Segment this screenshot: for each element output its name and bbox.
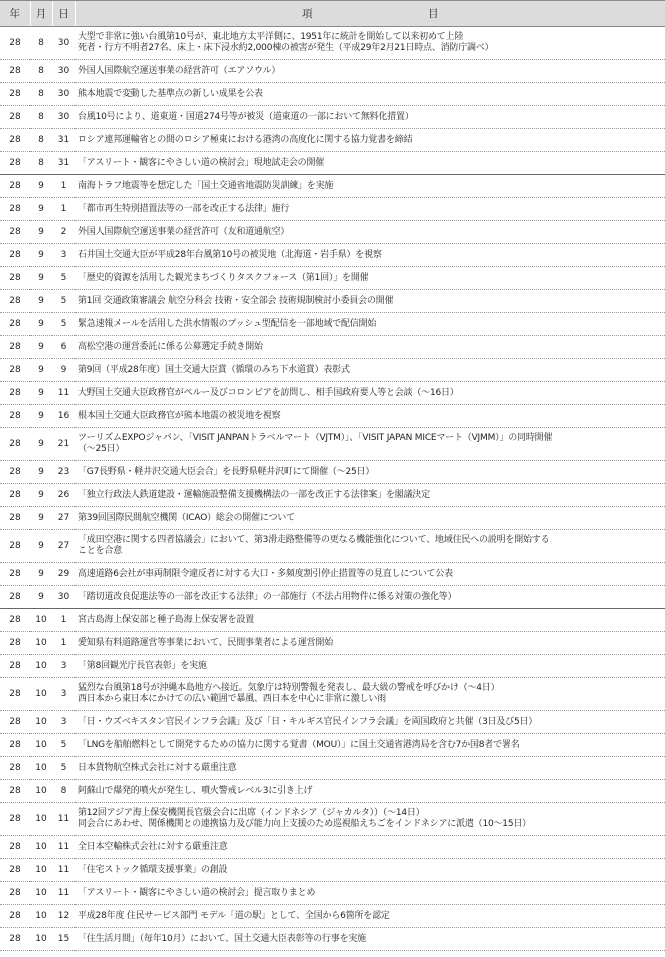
year-cell: 28 [0, 359, 30, 382]
day-cell: 3 [52, 711, 75, 734]
table-row [0, 507, 665, 530]
table-row [0, 678, 665, 711]
year-cell: 28 [0, 530, 30, 563]
day-cell: 31 [52, 129, 75, 152]
year-cell: 28 [0, 609, 30, 632]
year-cell: 28 [0, 563, 30, 586]
month-cell: 9 [30, 221, 52, 244]
table-row [0, 563, 665, 586]
table-row [0, 586, 665, 609]
event-cell [75, 734, 665, 757]
table-row [0, 655, 665, 678]
day-cell: 5 [52, 313, 75, 336]
event-text: 「歴史的資源を活用した観光まちづくりタスクフォース（第1回）」を開催 [78, 272, 369, 283]
table-row [0, 60, 665, 83]
year-cell: 28 [0, 586, 30, 609]
year-cell: 28 [0, 678, 30, 711]
year-cell: 28 [0, 313, 30, 336]
day-cell: 1 [52, 198, 75, 221]
day-cell: 5 [52, 757, 75, 780]
month-cell: 9 [30, 530, 52, 563]
event-cell [75, 83, 665, 106]
event-cell [75, 882, 665, 905]
month-cell: 10 [30, 757, 52, 780]
table-row [0, 27, 665, 60]
month-cell: 10 [30, 836, 52, 859]
month-cell: 10 [30, 882, 52, 905]
event-cell [75, 803, 665, 836]
table-row [0, 313, 665, 336]
table-row [0, 221, 665, 244]
event-text: 大野国土交通大臣政務官がペルー及びコロンビアを訪問し、相手国政府要人等と会談（～16日） [78, 387, 459, 398]
month-cell: 9 [30, 198, 52, 221]
event-cell [75, 382, 665, 405]
event-cell [75, 175, 665, 198]
year-cell: 28 [0, 757, 30, 780]
event-cell [75, 27, 665, 60]
month-cell: 9 [30, 359, 52, 382]
month-cell: 9 [30, 175, 52, 198]
table-row [0, 359, 665, 382]
table-row [0, 152, 665, 175]
table-row [0, 632, 665, 655]
year-cell: 28 [0, 198, 30, 221]
month-cell: 9 [30, 290, 52, 313]
day-cell: 5 [52, 734, 75, 757]
event-cell [75, 757, 665, 780]
event-text: 「LNGを船舶燃料として開発するための協力に関する覚書（MOU）」に国土交通省港湾局を含む7か国8者で署名 [78, 739, 520, 750]
event-text: 大型で非常に強い台風第10号が、東北地方太平洋側に、1951年に統計を開始して以来初めて上陸 死者・行方不明者27名、床上・床下浸水約2,000棟の被害が発生（平成29年2月21日時点、消防庁調べ） [78, 32, 494, 53]
day-cell: 30 [52, 106, 75, 129]
year-cell: 28 [0, 655, 30, 678]
day-cell: 11 [52, 803, 75, 836]
day-cell: 11 [52, 882, 75, 905]
event-cell [75, 836, 665, 859]
day-cell: 30 [52, 27, 75, 60]
year-cell: 28 [0, 152, 30, 175]
table-row [0, 198, 665, 221]
event-text: 「アスリート・観客にやさしい道の検討会」提言取りまとめ [78, 887, 316, 898]
day-cell: 3 [52, 655, 75, 678]
day-cell: 30 [52, 586, 75, 609]
month-cell: 9 [30, 507, 52, 530]
header-event: 項 目 [75, 1, 665, 27]
month-cell: 10 [30, 609, 52, 632]
event-text: 阿蘇山で爆発的噴火が発生し、噴火警戒レベル3に引き上げ [78, 785, 313, 796]
event-text: 「アスリート・観客にやさしい道の検討会」現地試走会の開催 [78, 157, 325, 168]
day-cell: 27 [52, 530, 75, 563]
year-cell: 28 [0, 405, 30, 428]
event-text: 「G7長野県・軽井沢交通大臣会合」を長野県軽井沢町にて開催（～25日） [78, 466, 375, 477]
table-row [0, 382, 665, 405]
table-row [0, 882, 665, 905]
event-cell [75, 290, 665, 313]
day-cell: 16 [52, 405, 75, 428]
year-cell: 28 [0, 803, 30, 836]
year-cell: 28 [0, 882, 30, 905]
event-cell [75, 563, 665, 586]
month-cell: 9 [30, 267, 52, 290]
table-row [0, 905, 665, 928]
day-cell: 11 [52, 836, 75, 859]
event-text: 外国人国際航空運送事業の経営許可（友和道通航空） [78, 226, 290, 237]
event-cell [75, 405, 665, 428]
table-row [0, 244, 665, 267]
month-cell: 9 [30, 382, 52, 405]
table-row [0, 106, 665, 129]
event-cell [75, 484, 665, 507]
month-cell: 9 [30, 586, 52, 609]
table-row [0, 267, 665, 290]
event-text: 「日・ウズベキスタン官民インフラ会議」及び「日・キルギス官民インフラ会議」を両国政府と共催（3日及び5日） [78, 716, 538, 727]
event-text: 第1回 交通政策審議会 航空分科会 技術・安全部会 技術規制検討小委員会の開催 [78, 295, 394, 306]
year-cell: 28 [0, 632, 30, 655]
day-cell: 3 [52, 244, 75, 267]
table-row [0, 609, 665, 632]
year-cell: 28 [0, 734, 30, 757]
year-cell: 28 [0, 290, 30, 313]
table-row [0, 428, 665, 461]
year-cell: 28 [0, 905, 30, 928]
event-text: 台風10号により、道東道・国道274号等が被災（道東道の一部において無料化措置） [78, 111, 414, 122]
day-cell: 11 [52, 382, 75, 405]
day-cell: 3 [52, 678, 75, 711]
month-cell: 10 [30, 859, 52, 882]
day-cell: 30 [52, 60, 75, 83]
event-text: 第12回アジア海上保安機関長官級会合に出席（インドネシア（ジャカルタ））（～14日） 同会合にあわせ、関係機関との連携協力及び能力向上支援のため巡視船えちごをインドネシアに派遣（10～15日） [78, 808, 531, 829]
month-cell: 8 [30, 83, 52, 106]
table-row [0, 803, 665, 836]
month-cell: 9 [30, 461, 52, 484]
month-cell: 9 [30, 405, 52, 428]
table-row [0, 290, 665, 313]
year-cell: 28 [0, 83, 30, 106]
day-cell: 9 [52, 359, 75, 382]
year-cell: 28 [0, 928, 30, 951]
event-cell [75, 198, 665, 221]
event-text: 「都市再生特別措置法等の一部を改正する法律」施行 [78, 203, 290, 214]
event-text: 緊急速報メールを活用した洪水情報のプッシュ型配信を一部地域で配信開始 [78, 318, 377, 329]
table-row [0, 780, 665, 803]
event-cell [75, 905, 665, 928]
event-text: 南海トラフ地震等を想定した「国土交通省地震防災訓練」を実施 [78, 180, 334, 191]
year-cell: 28 [0, 244, 30, 267]
header-month: 月 [30, 1, 52, 27]
header-row [0, 1, 665, 27]
event-cell [75, 428, 665, 461]
event-cell [75, 129, 665, 152]
event-text: 外国人国際航空運送事業の経営許可（エアソウル） [78, 65, 281, 76]
table-row [0, 461, 665, 484]
event-cell [75, 859, 665, 882]
table-row [0, 129, 665, 152]
event-cell [75, 678, 665, 711]
event-cell [75, 359, 665, 382]
month-cell: 9 [30, 428, 52, 461]
event-text: 「独立行政法人鉄道建設・運輸施設整備支援機構法の一部を改正する法律案」を閣議決定 [78, 489, 431, 500]
day-cell: 23 [52, 461, 75, 484]
event-text: 「住生活月間」（毎年10月）において、国土交通大臣表彰等の行事を実施 [78, 933, 366, 944]
day-cell: 5 [52, 267, 75, 290]
month-cell: 10 [30, 734, 52, 757]
month-cell: 9 [30, 244, 52, 267]
event-cell [75, 461, 665, 484]
event-cell [75, 530, 665, 563]
year-cell: 28 [0, 175, 30, 198]
year-cell: 28 [0, 780, 30, 803]
event-cell [75, 780, 665, 803]
event-text: 高速道路6会社が車両制限令違反者に対する大口・多頻度割引停止措置等の見直しについて公表 [78, 568, 453, 579]
day-cell: 30 [52, 83, 75, 106]
month-cell: 10 [30, 678, 52, 711]
year-cell: 28 [0, 382, 30, 405]
event-text: 根本国土交通大臣政務官が熊本地震の被災地を視察 [78, 410, 281, 421]
month-cell: 10 [30, 711, 52, 734]
day-cell: 29 [52, 563, 75, 586]
event-cell [75, 928, 665, 951]
year-cell: 28 [0, 267, 30, 290]
event-text: 愛知県有料道路運営等事業において、民間事業者による運営開始 [78, 637, 334, 648]
year-cell: 28 [0, 711, 30, 734]
month-cell: 10 [30, 905, 52, 928]
year-cell: 28 [0, 428, 30, 461]
year-cell: 28 [0, 461, 30, 484]
event-text: 平成28年度 住民サービス部門 モデル「道の駅」として、全国から6箇所を認定 [78, 910, 390, 921]
table-row [0, 405, 665, 428]
table-row [0, 836, 665, 859]
day-cell: 8 [52, 780, 75, 803]
event-cell [75, 60, 665, 83]
event-cell [75, 336, 665, 359]
table-row [0, 530, 665, 563]
month-cell: 8 [30, 27, 52, 60]
year-cell: 28 [0, 60, 30, 83]
month-cell: 9 [30, 336, 52, 359]
day-cell: 27 [52, 507, 75, 530]
month-cell: 10 [30, 928, 52, 951]
day-cell: 21 [52, 428, 75, 461]
event-text: ロシア連邦運輸省との間のロシア極東における港湾の高度化に関する協力覚書を締結 [78, 134, 413, 145]
event-cell [75, 507, 665, 530]
year-cell: 28 [0, 336, 30, 359]
event-cell [75, 267, 665, 290]
event-cell [75, 244, 665, 267]
year-cell: 28 [0, 484, 30, 507]
table-row [0, 336, 665, 359]
table-row [0, 757, 665, 780]
day-cell: 11 [52, 859, 75, 882]
year-cell: 28 [0, 221, 30, 244]
table-body [0, 27, 665, 951]
year-cell: 28 [0, 129, 30, 152]
event-text: 高松空港の運営委託に係る公募選定手続き開始 [78, 341, 263, 352]
month-cell: 10 [30, 780, 52, 803]
event-text: 宮古島海上保安部と種子島海上保安署を設置 [78, 614, 255, 625]
day-cell: 12 [52, 905, 75, 928]
month-cell: 10 [30, 803, 52, 836]
event-text: 全日本空輸株式会社に対する厳重注意 [78, 841, 228, 852]
event-cell [75, 632, 665, 655]
table-row [0, 734, 665, 757]
day-cell: 15 [52, 928, 75, 951]
event-cell [75, 586, 665, 609]
month-cell: 8 [30, 152, 52, 175]
event-text: 石井国土交通大臣が平成28年台風第10号の被災地（北海道・岩手県）を視察 [78, 249, 382, 260]
day-cell: 1 [52, 632, 75, 655]
event-cell [75, 106, 665, 129]
year-cell: 28 [0, 106, 30, 129]
table-row [0, 83, 665, 106]
table-row [0, 928, 665, 951]
event-cell [75, 313, 665, 336]
month-cell: 10 [30, 655, 52, 678]
month-cell: 8 [30, 106, 52, 129]
event-text: 「踏切道改良促進法等の一部を改正する法律」の一部施行（不法占用物件に係る対策の強化等） [78, 591, 457, 602]
event-text: 日本貨物航空株式会社に対する厳重注意 [78, 762, 237, 773]
event-text: 「第8回観光庁長官表彰」を実施 [78, 660, 207, 671]
header-day: 日 [52, 1, 75, 27]
month-cell: 8 [30, 60, 52, 83]
month-cell: 9 [30, 313, 52, 336]
month-cell: 9 [30, 484, 52, 507]
event-text: 「成田空港に関する四者協議会」において、第3滑走路整備等の更なる機能強化について、地域住民への説明を開始する ことを合意 [78, 535, 550, 556]
year-cell: 28 [0, 859, 30, 882]
day-cell: 31 [52, 152, 75, 175]
event-text: 第39回国際民間航空機関（ICAO）総会の開催について [78, 512, 295, 523]
event-text: 猛烈な台風第18号が沖縄本島地方へ接近。気象庁は特別警報を発表し、最大級の警戒を呼びかけ（～4日） 西日本から東日本にかけての広い範囲で暴風、西日本を中心に非常に激しい雨 [78, 683, 500, 704]
month-cell: 8 [30, 129, 52, 152]
event-cell [75, 609, 665, 632]
event-cell [75, 152, 665, 175]
day-cell: 1 [52, 609, 75, 632]
event-text: 「住宅ストック循環支援事業」の創設 [78, 864, 228, 875]
table-row [0, 859, 665, 882]
header-year: 年 [0, 1, 30, 27]
day-cell: 6 [52, 336, 75, 359]
day-cell: 2 [52, 221, 75, 244]
year-cell: 28 [0, 27, 30, 60]
table-row [0, 711, 665, 734]
table-row [0, 484, 665, 507]
event-text: ツーリズムEXPOジャパン、「VISIT JANPANトラベルマート（VJTM）」、「VISIT JAPAN MICEマート（VJMM）」の同時開催 （～25日） [78, 433, 553, 454]
event-text: 第9回（平成28年度）国土交通大臣賞（循環のみち下水道賞）表彰式 [78, 364, 350, 375]
year-cell: 28 [0, 507, 30, 530]
day-cell: 26 [52, 484, 75, 507]
table-row [0, 175, 665, 198]
event-cell [75, 221, 665, 244]
month-cell: 10 [30, 632, 52, 655]
event-text: 熊本地震で変動した基準点の新しい成果を公表 [78, 88, 263, 99]
event-cell [75, 655, 665, 678]
event-cell [75, 711, 665, 734]
day-cell: 1 [52, 175, 75, 198]
month-cell: 9 [30, 563, 52, 586]
year-cell: 28 [0, 836, 30, 859]
day-cell: 5 [52, 290, 75, 313]
